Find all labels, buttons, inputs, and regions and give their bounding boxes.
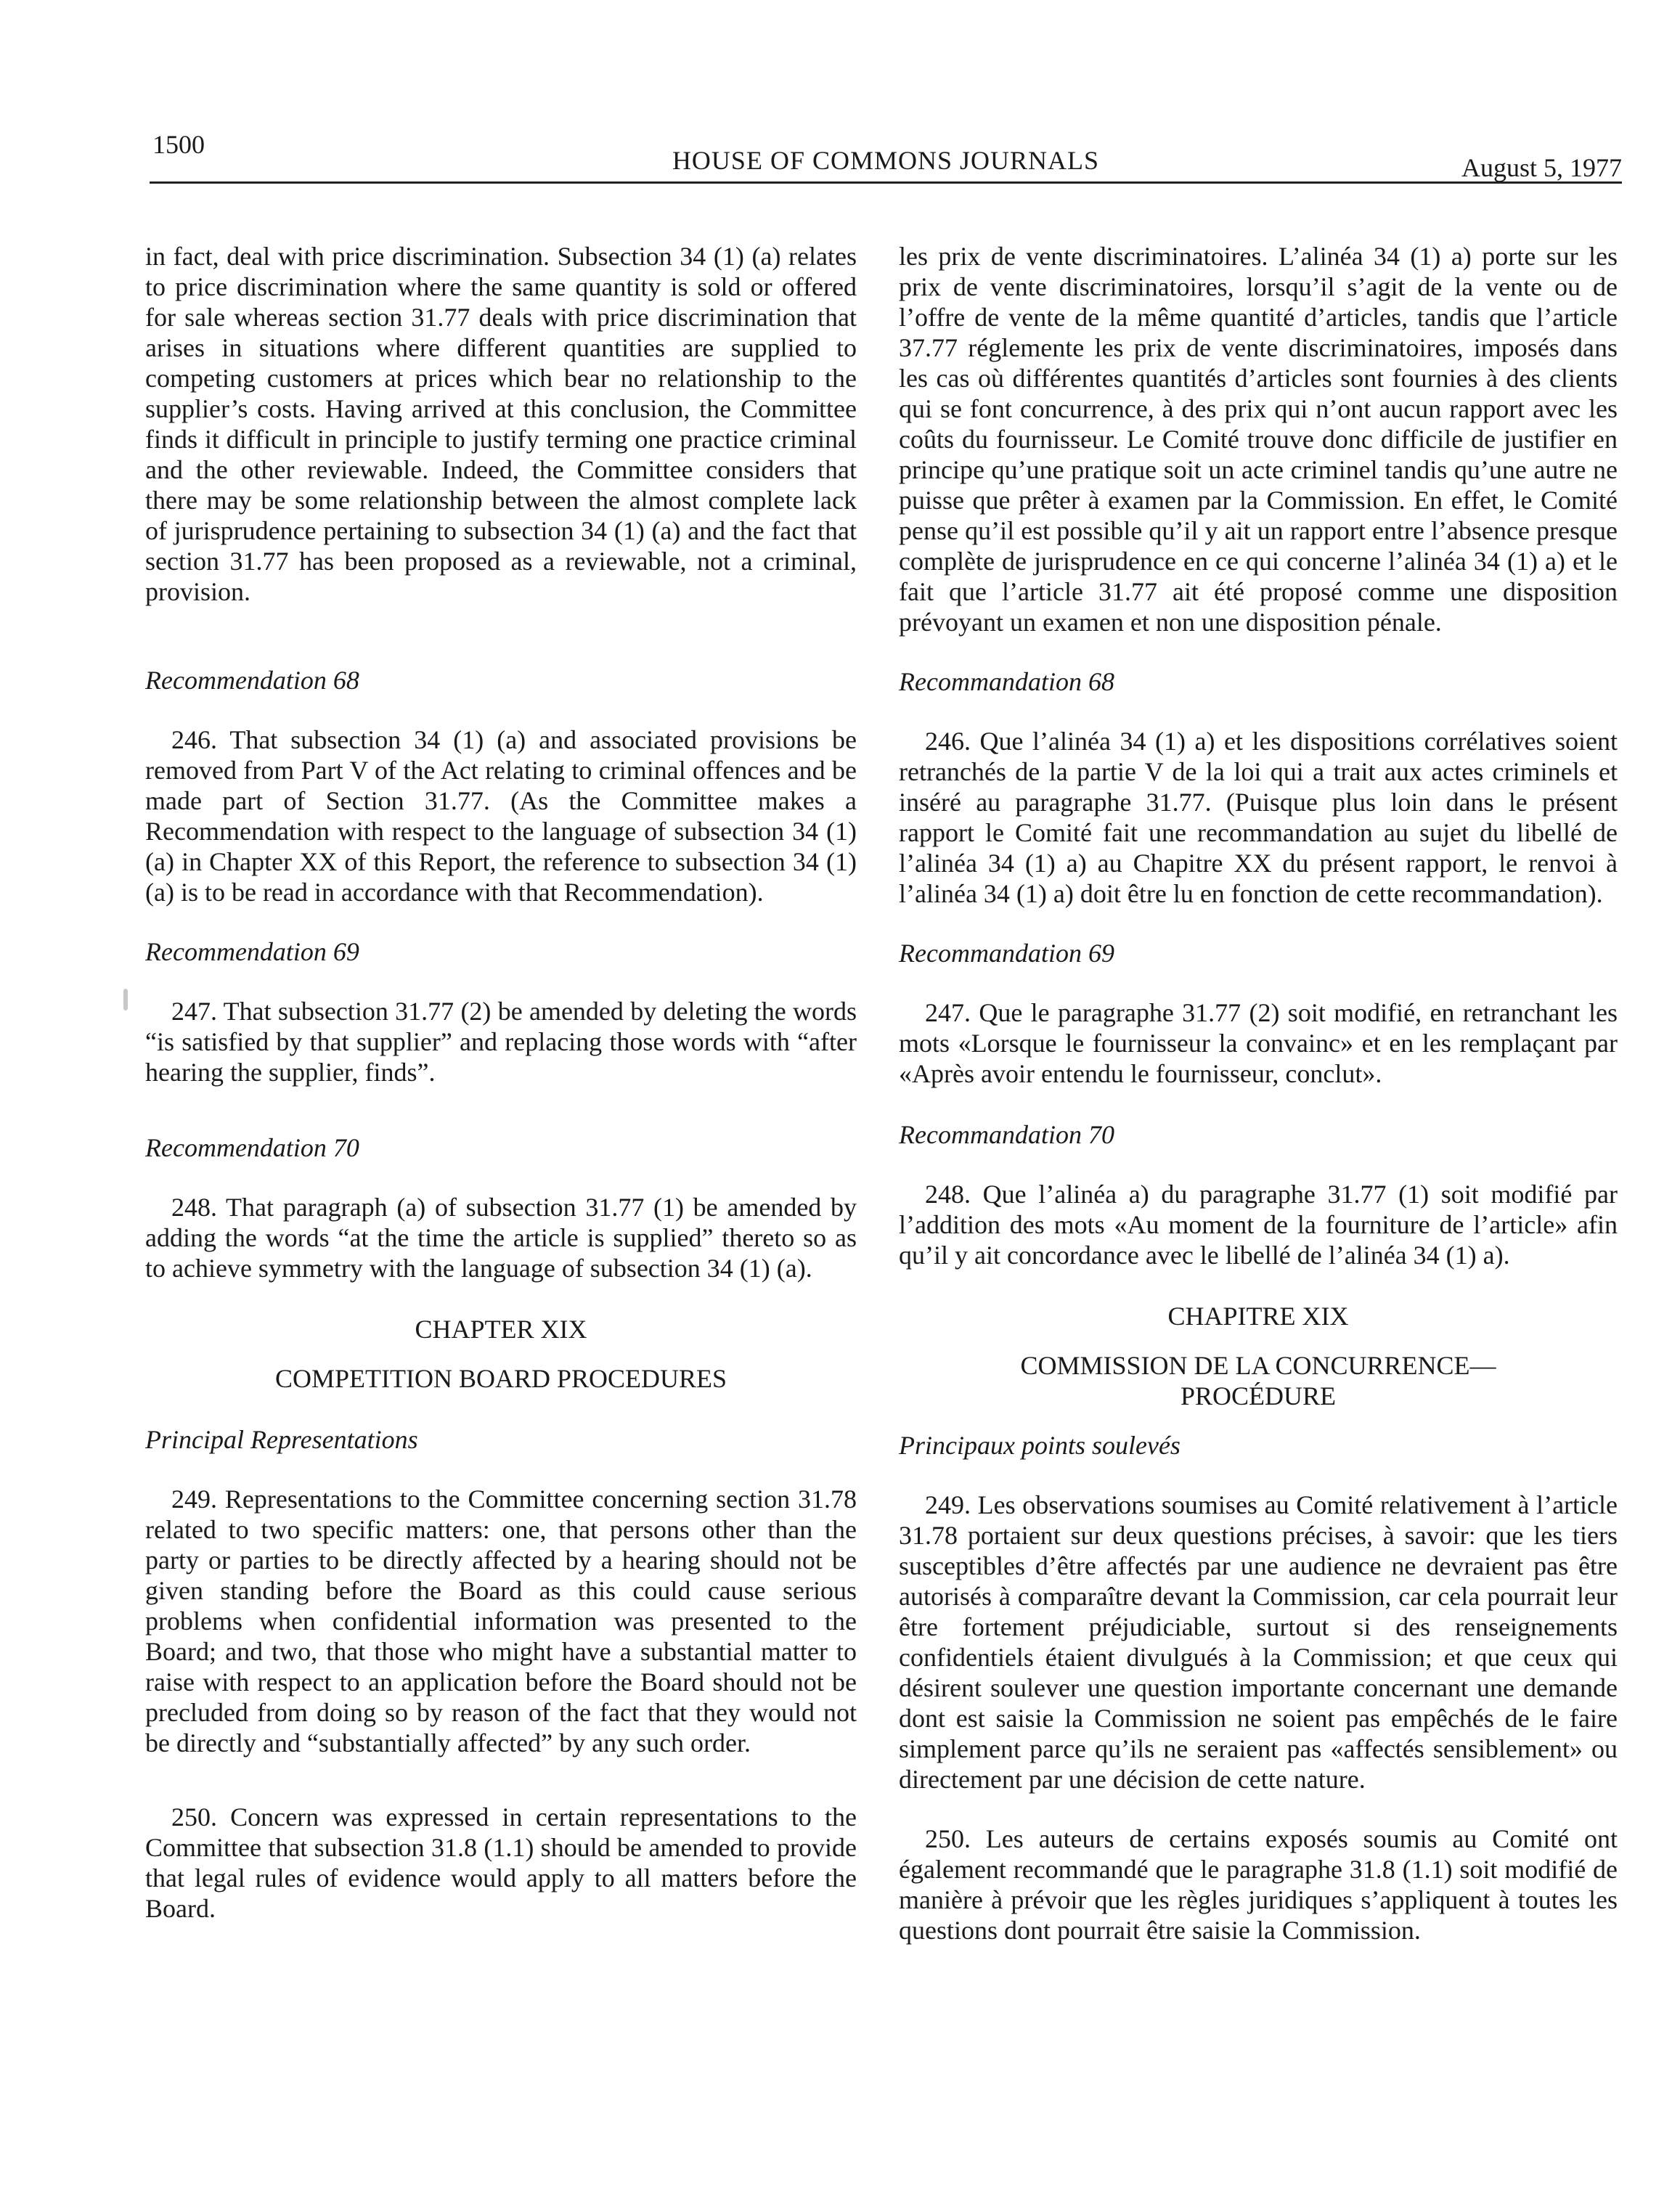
french-column (899, 241, 1618, 1945)
recommendation-69-heading: Recommendation 69 (145, 937, 359, 966)
paragraph-246: 246. That subsection 34 (1) (a) and associated provisions be removed from Part V of the Act relating to criminal offences and be made part of Section 31.77. (As the Committee makes a Recommendation with respect to the language of subsection 34 (1) (a) in Chapter XX of this Report, the reference to subsection 34 (1) (a) is to be read in accordance with that Recommendation). (145, 725, 857, 907)
page-number: 1500 (152, 130, 205, 159)
chapter-number: CHAPITRE XIX (1167, 1302, 1349, 1331)
chapter-title: COMPETITION BOARD PROCEDURES (274, 1364, 727, 1393)
paragraph-249: 249. Les observations soumises au Comité relativement à l’article 31.78 portaient sur deux questions précises, à savoir: que les tiers susceptibles d’être affectés par une audience ne devraient pas être autorisés à comparaître devant la Commission, car cela pourrait leur être fortement préjudiciable, surtout si des renseignements confidentiels étaient divulgués à la Commission; et que ceux qui désirent soulever une question importante concernant une demande dont est saisie la Commission ne soient pas empêchés de le faire simplement parce qu’ils ne seraient pas «affectés sensiblement» ou directement par une décision de cette nature. (899, 1490, 1618, 1794)
section-heading: Principaux points soulevés (899, 1431, 1181, 1460)
section-heading: Principal Representations (145, 1425, 418, 1454)
paragraph-248: 248. Que l’alinéa a) du paragraphe 31.77 (1) soit modifié par l’addition des mots «Au moment de la fourniture de l’article» afin qu’il y ait concordance avec le libellé de l’alinéa 34 (1) a). (899, 1180, 1618, 1270)
chapter-title-line-2: PROCÉDURE (1180, 1381, 1337, 1410)
page-header (150, 129, 1622, 184)
recommendation-70-heading: Recommendation 70 (145, 1133, 359, 1162)
recommendation-68-heading: Recommendation 68 (145, 666, 359, 695)
paragraph-246: 246. Que l’alinéa 34 (1) a) et les dispositions corrélatives soient retranchés de la partie V de la loi qui a trait aux actes criminels et inséré au paragraphe 31.77. (Puisque plus loin dans le présent rapport le Comité fait une recommandation au sujet du libellé de l’alinéa 34 (1) a) au Chapitre XX du présent rapport, le renvoi à l’alinéa 34 (1) a) doit être lu en fonction de cette recommandation). (899, 727, 1618, 908)
recommendation-69-heading: Recommandation 69 (899, 939, 1114, 968)
paragraph-250: 250. Les auteurs de certains exposés soumis au Comité ont également recommandé que le paragraphe 31.8 (1.1) soit modifié de manière à prévoir que les règles juridiques s’appliquent à toutes les questions dont pourrait être saisie la Commission. (899, 1824, 1618, 1945)
paragraph-248: 248. That paragraph (a) of subsection 31.77 (1) be amended by adding the words “at the time the article is supplied” thereto so as to achieve symmetry with the language of subsection 34 (1) (a). (145, 1193, 857, 1283)
paragraph-250: 250. Concern was expressed in certain representations to the Committee that subsection 31.8 (1.1) should be amended to provide that legal rules of evidence would apply to all matters before the Board. (145, 1802, 857, 1923)
paragraph-249: 249. Representations to the Committee concerning section 31.78 related to two specific matters: one, that persons other than the party or parties to be directly affected by a hearing should not be given standing before the Board as this could cause serious problems when confidential information was presented to the Board; and two, that those who might have a substantial matter to raise with respect to an application before the Board should not be precluded from doing so by reason of the fact that they would not be directly and “substantially affected” by any such order. (145, 1485, 857, 1757)
english-column (145, 241, 857, 1924)
journal-title: HOUSE OF COMMONS JOURNALS (672, 146, 1100, 175)
page-date: August 5, 1977 (1461, 153, 1622, 182)
paragraph-247: 247. Que le paragraphe 31.77 (2) soit modifié, en retranchant les mots «Lorsque le fournisseur la convainc» et en les remplaçant par «Après avoir entendu le fournisseur, conclut». (899, 998, 1618, 1088)
chapter-number: CHAPTER XIX (415, 1315, 587, 1344)
recommendation-70-heading: Recommandation 70 (899, 1120, 1114, 1149)
intro-paragraph: in fact, deal with price discrimination. Subsection 34 (1) (a) relates to price discrimination where the same quantity is sold or offered for sale whereas section 31.77 deals with price discrimination that arises in situations where different quantities are supplied to competing customers at prices which bear no relationship to the supplier’s costs. Having arrived at this conclusion, the Committee finds it difficult in principle to justify terming one practice criminal and the other reviewable. Indeed, the Committee considers that there may be some relationship between the almost complete lack of jurisprudence pertaining to subsection 34 (1) (a) and the fact that section 31.77 has been proposed as a reviewable, not a criminal, provision. (145, 242, 857, 606)
margin-mark (123, 989, 128, 1010)
paragraph-247: 247. That subsection 31.77 (2) be amended by deleting the words “is satisfied by that supplier” and replacing those words with “after hearing the supplier, finds”. (145, 997, 857, 1087)
intro-paragraph: les prix de vente discriminatoires. L’alinéa 34 (1) a) porte sur les prix de vente discriminatoires, lorsqu’il s’agit de la vente ou de l’offre de vente de la même quantité d’articles, tandis que l’article 37.77 réglemente les prix de vente discriminatoires, imposés dans les cas où différentes quantités d’articles sont fournies à des clients qui se font concurrence, à des prix qui n’ont aucun rapport avec les coûts du fournisseur. Le Comité trouve donc difficile de justifier en principe qu’une pratique soit un acte criminel tandis qu’une autre ne puisse que prêter à examen par la Commission. En effet, le Comité pense qu’il est possible qu’il y ait un rapport entre l’absence presque complète de jurisprudence en ce qui concerne l’alinéa 34 (1) a) et le fait que l’article 31.77 ait été proposé comme une disposition prévoyant un examen et non une disposition pénale. (899, 242, 1618, 637)
chapter-title-line-1: COMMISSION DE LA CONCURRENCE— (1020, 1351, 1496, 1380)
recommendation-68-heading: Recommandation 68 (899, 667, 1114, 696)
